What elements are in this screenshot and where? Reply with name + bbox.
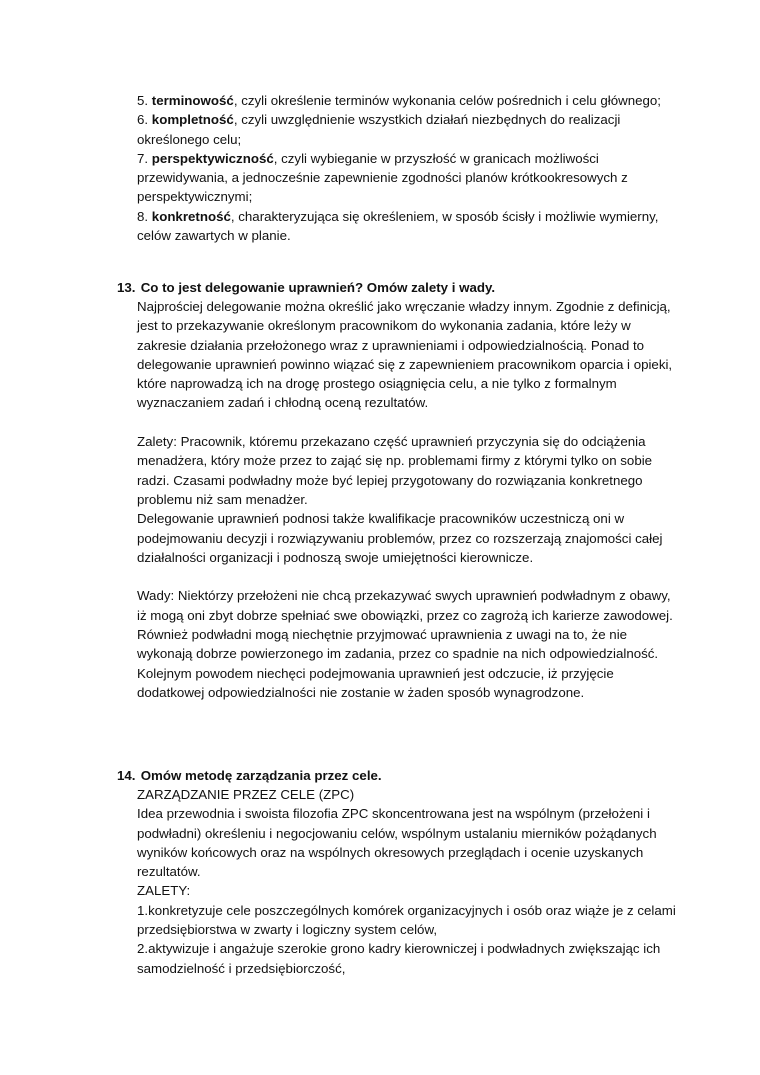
subtitle: ZARZĄDZANIE PRZEZ CELE (ZPC) [137,787,355,802]
list-item-desc: , czyli wybieganie w przyszłość w granicach możliwości przewidywania, a jednocześnie zapewnienie zgodności planów krótkookresowych z perspektywicznymi; [137,150,628,205]
question-title: Co to jest delegowanie uprawnień? Omów zalety i wady. [140,280,496,295]
list-item-term: terminowość [151,93,234,108]
list-item-term: kompletność [151,112,234,128]
list-item: 7. perspektywiczność, czyli wybieganie w przyszłość w granicach możliwości przewidywania, a jednocześnie zapewnienie zgodności planów krótkookresowych z perspektywicznymi; [137,150,628,205]
question-14-heading [117,766,677,785]
list-item-desc: , charakteryzująca się określeniem, w sposób ścisły i możliwie wymierny, celów zawartych w planie. [137,208,659,244]
paragraph: Najprościej delegowanie można określić jako wręczanie władzy innym. Zgodnie z definicją, jest to przekazywanie określonym pracownikom do wykonania zadania, które leży w zakresie działania przełożonego wraz z uprawnieniami i odpowiedzialnością. Ponad to delegowanie uprawnień powinno wiązać się z zapewnieniem pracownikom oparcia i opieki, które naprowadzą ich na drogę prostego osiągnięcia celu, a nie tylko z formalnym wyznaczaniem zadań i chłodną oceną rezultatów. [137,299,673,411]
list-item-term: konkretność [151,208,231,224]
paragraph: Zalety: Pracownik, któremu przekazano część uprawnień przyczynia się do odciążenia menadżera, który może przez to zająć się np. problemami firmy z którymi tylko on sobie radzi. Czasami podwładny może być lepiej przygotowany do rozwiązania konkretnego problemu niż sam menadżer. [137,434,653,507]
list-item: 2.aktywizuje i angażuje szerokie grono kadry kierowniczej i podwładnych zwiększając ich samodzielność i przedsiębiorczość, [137,941,661,976]
list-item: 5. terminowość, czyli określenie terminów wykonania celów pośrednich i celu głównego; [137,93,662,108]
question-number: 13. [117,280,136,295]
question-13-body [137,297,677,702]
paragraph: Delegowanie uprawnień podnosi także kwalifikacje pracowników uczestniczą oni w podejmowaniu decyzji i rozwiązywaniu problemów, przez co rozszerzają znajomości całej działalności organizacji i podnoszą swoje umiejętności kierownicze. [137,511,663,565]
pros-label: ZALETY: [137,883,191,899]
list-item-term: perspektywiczność [151,150,274,166]
list-item: 6. kompletność, czyli uwzględnienie wszystkich działań niezbędnych do realizacji określonego celu; [137,112,621,147]
question-14-body [137,785,677,978]
list-item: 1.konkretyzuje cele poszczególnych komórek organizacyjnych i osób oraz wiąże je z celami przedsiębiorstwa w zwarty i logiczny system celów, [137,902,676,938]
list-item: 8. konkretność, charakteryzująca się określeniem, w sposób ścisły i możliwie wymierny, celów zawartych w planie. [137,208,659,244]
paragraph: Idea przewodnia i swoista filozofia ZPC skoncentrowana jest na wspólnym (przełożeni i podwładni) określeniu i negocjowaniu celów, wspólnym ustalaniu mierników pożądanych wyników końcowych oraz na wspólnych okresowych przeglądach i ocenie uzyskanych rezultatów. [137,806,657,880]
paragraph: Wady: Niektórzy przełożeni nie chcą przekazywać swych uprawnień podwładnym z obawy, iż mogą oni zbyt dobrze spełniać swe obowiązki, przez co zagrożą ich karierze zawodowej. [137,588,673,623]
list-item-desc: , czyli określenie terminów wykonania celów pośrednich i celu głównego; [233,93,662,108]
paragraph: Również podwładni mogą niechętnie przyjmować uprawnienia z uwagi na to, że nie wykonają dobrze powierzonego im zadania, przez co spadnie na nich odpowiedzialność. Kolejnym powodem niechęci podejmowania uprawnień jest odczucie, iż przyjęcie dodatkowej odpowiedzialności nie zostanie w żaden sposób wynagrodzone. [137,627,659,700]
question-13-heading [117,278,677,297]
question-title: Omów metodę zarządzania przez cele. [140,768,382,783]
question-number: 14. [117,768,136,783]
list-item-desc: , czyli uwzględnienie wszystkich działań niezbędnych do realizacji określonego celu; [137,112,621,147]
plan-features-list [137,91,677,245]
